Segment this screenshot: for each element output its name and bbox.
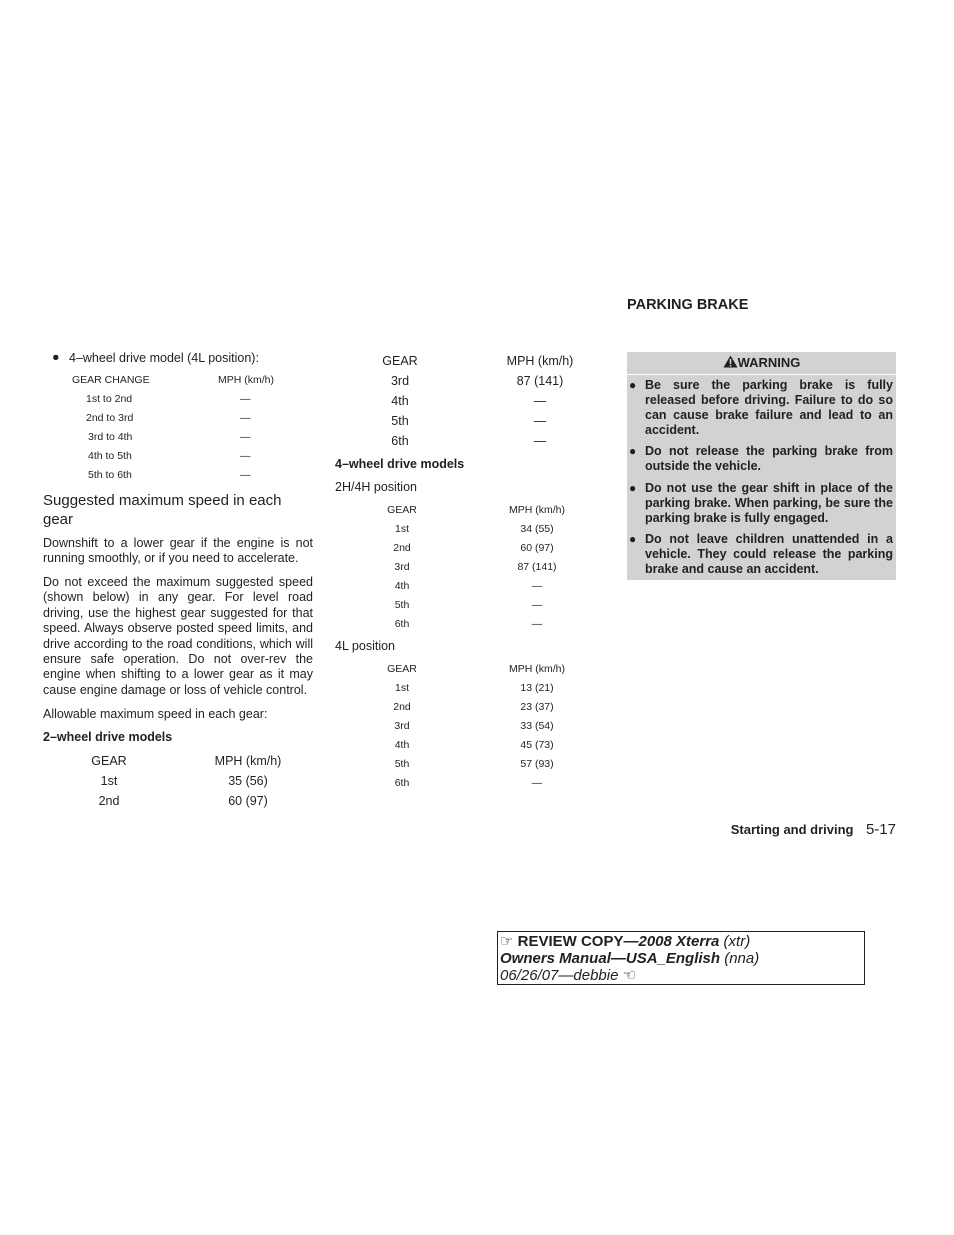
section-heading: Suggested maximum speed in each gear — [43, 492, 282, 528]
bullet-dot: ● — [629, 481, 637, 495]
stamp-line-2 — [500, 950, 862, 967]
gear-change-value: — — [240, 431, 251, 443]
stamp-date-author: 06/26/07—debbie — [500, 967, 619, 984]
gear-change-value: — — [240, 412, 251, 424]
gear-change-value: — — [240, 469, 251, 481]
table-cell-gear: 1st — [394, 523, 409, 535]
table-cell-mph: 33 (54) — [520, 720, 554, 732]
bullet-dot: ● — [629, 444, 637, 458]
page-footer — [600, 821, 896, 839]
table-cell-mph: 87 (141) — [517, 561, 557, 573]
table-header-mph: MPH (km/h) — [214, 754, 282, 768]
gear-change-label: 4th to 5th — [88, 450, 132, 462]
table-cell-mph: 57 (93) — [520, 758, 554, 770]
warning-label: WARNING — [737, 355, 801, 370]
table-cell-gear: 3rd — [394, 720, 410, 732]
paragraph-max-speed: Do not exceed the maximum suggested speed (shown below) in any gear. For level road driving, use the highest gear suggested for that speed. Always observe posted speed limits, and drive according to the road conditions, which will ensure safe operation. Do not over-rev the engine when shifting to a lower gear as it may cause engine damage or loss of vehicle control. — [43, 575, 313, 697]
table-cell-gear: 2nd — [98, 794, 120, 808]
stamp-model-code: (xtr) — [719, 933, 751, 950]
stamp-model: 2008 Xterra — [638, 933, 720, 950]
table-cell-mph: — — [531, 580, 543, 592]
footer-page-number: 5-17 — [865, 821, 896, 838]
table-cell-gear: 2nd — [393, 701, 411, 713]
table-cell-mph: 13 (21) — [520, 682, 554, 694]
footer-section: Starting and driving — [730, 822, 854, 837]
stamp-manual-code: (nna) — [720, 950, 760, 967]
gear-change-value: — — [240, 393, 251, 405]
table-cell-gear: 6th — [394, 618, 410, 630]
table-cell-mph: — — [533, 414, 547, 428]
stamp-line-3 — [500, 967, 862, 984]
gear-change-value: — — [240, 450, 251, 462]
table-cell-gear: 5th — [391, 414, 409, 428]
four-wd-heading: 4–wheel drive models — [335, 457, 465, 471]
table-cell-gear: 3rd — [390, 374, 410, 388]
warning-item: Do not use the gear shift in place of the parking brake. When parking, be sure the parking brake is fully engaged. — [645, 481, 893, 525]
pointing-hand-left-icon: ☜ — [622, 967, 637, 984]
table-header-gear: GEAR — [382, 354, 418, 368]
table-cell-mph: 87 (141) — [516, 374, 564, 388]
parking-brake-heading: PARKING BRAKE — [627, 297, 749, 313]
table-cell-gear: 4th — [394, 739, 410, 751]
bullet-dot: ● — [52, 350, 60, 364]
gear-change-header: GEAR CHANGE — [72, 374, 150, 386]
table-cell-mph: — — [533, 394, 547, 408]
table-cell-mph: — — [531, 599, 543, 611]
table-cell-mph: 23 (37) — [520, 701, 554, 713]
warning-header — [627, 352, 896, 375]
stamp-review-copy: REVIEW COPY— — [517, 933, 639, 950]
paragraph-allowable: Allowable maximum speed in each gear: — [43, 707, 268, 721]
table-cell-gear: 3rd — [394, 561, 410, 573]
table-cell-gear: 4th — [391, 394, 409, 408]
table-cell-mph: 60 (97) — [228, 794, 268, 808]
table-header-mph: MPH (km/h) — [506, 354, 574, 368]
warning-item: Do not release the parking brake from outside the vehicle. — [645, 444, 893, 473]
gear-change-label: 3rd to 4th — [88, 431, 133, 443]
table-header-gear: GEAR — [387, 663, 417, 675]
table-header-mph: MPH (km/h) — [509, 504, 565, 516]
stamp-manual: Owners Manual—USA_English — [500, 950, 721, 967]
table-cell-mph: 34 (55) — [520, 523, 554, 535]
table-header-mph: MPH (km/h) — [509, 663, 565, 675]
table-cell-gear: 2nd — [393, 542, 411, 554]
table-cell-mph: 60 (97) — [520, 542, 554, 554]
table-cell-mph: — — [533, 434, 547, 448]
table-cell-gear: 6th — [391, 434, 409, 448]
two-wd-heading: 2–wheel drive models — [43, 730, 173, 744]
table-cell-mph: — — [531, 777, 543, 789]
table-cell-gear: 6th — [394, 777, 410, 789]
warning-item: Do not leave children unattended in a vehicle. They could release the parking brake and cause an accident. — [645, 532, 893, 576]
table-cell-mph: — — [531, 618, 543, 630]
table-header-gear: GEAR — [91, 754, 127, 768]
warning-item: Be sure the parking brake is fully released before driving. Failure to do so can cause brake failure and lead to an accident. — [645, 378, 893, 437]
paragraph-downshift: Downshift to a lower gear if the engine is not running smoothly, or if you need to accelerate. — [43, 536, 313, 566]
table-cell-gear: 1st — [100, 774, 118, 788]
stamp-line-1 — [500, 933, 862, 950]
review-stamp — [497, 931, 865, 985]
gear-change-label: 5th to 6th — [88, 469, 132, 481]
table-cell-gear: 4th — [394, 580, 410, 592]
bullet-4l-text: 4–wheel drive model (4L position): — [69, 351, 259, 365]
table-cell-mph: 45 (73) — [520, 739, 554, 751]
position-2h4h-label: 2H/4H position — [335, 480, 417, 494]
pointing-hand-right-icon: ☞ — [500, 933, 514, 950]
mph-header: MPH (km/h) — [218, 374, 274, 386]
table-cell-gear: 1st — [394, 682, 409, 694]
table-cell-gear: 5th — [394, 599, 410, 611]
gear-change-label: 1st to 2nd — [86, 393, 133, 405]
warning-triangle-icon — [723, 355, 738, 368]
bullet-dot: ● — [629, 378, 637, 392]
position-4l-label: 4L position — [335, 639, 395, 653]
table-header-gear: GEAR — [387, 504, 417, 516]
bullet-dot: ● — [629, 532, 637, 546]
gear-change-label: 2nd to 3rd — [86, 412, 134, 424]
table-cell-mph: 35 (56) — [228, 774, 268, 788]
table-cell-gear: 5th — [394, 758, 410, 770]
